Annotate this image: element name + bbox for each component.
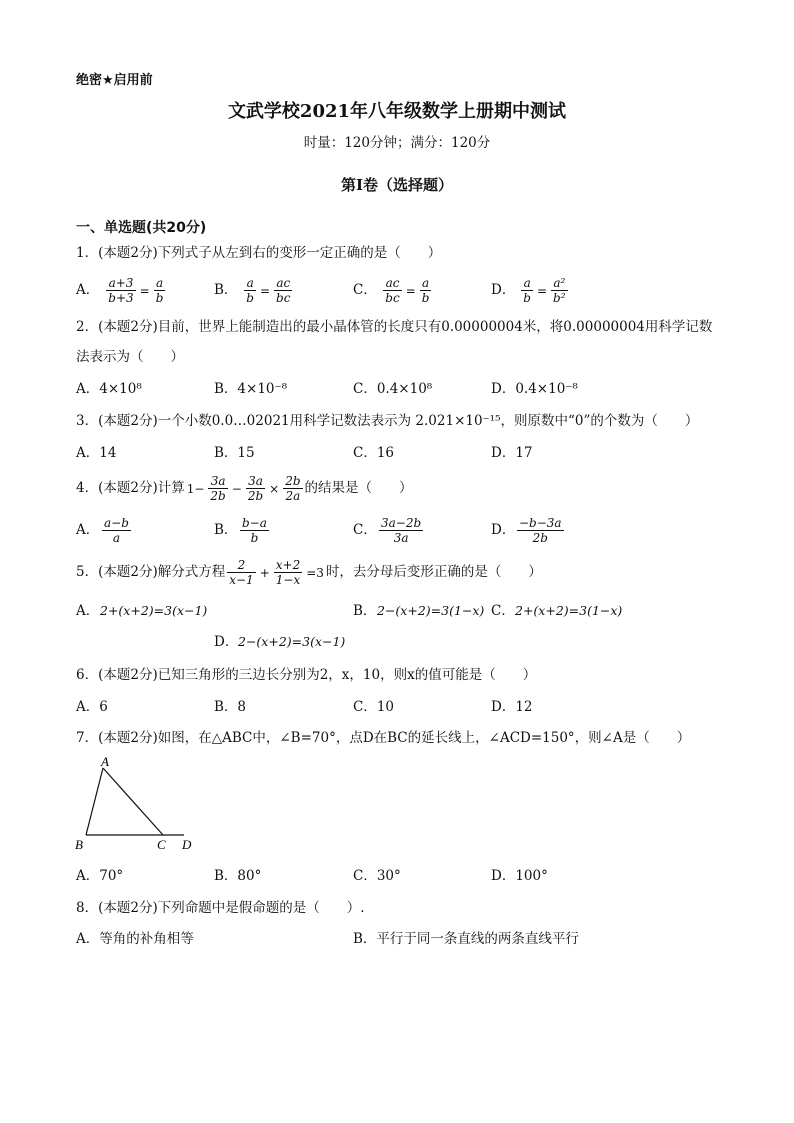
q7-option-d: D．100° xyxy=(491,868,548,884)
option-label: B． xyxy=(353,603,377,619)
q2-option-a: A．4×10⁸ xyxy=(76,381,142,397)
question-6-stem: 6．(本题2分)已知三角形的三边长分别为2，x，10，则x的值可能是（ ） xyxy=(76,667,537,683)
option-label: A． xyxy=(76,522,100,538)
q3-option-c: C．16 xyxy=(353,445,395,461)
q8-option-b: B．平行于同一条直线的两条直线平行 xyxy=(353,931,579,947)
q6-option-d: D．12 xyxy=(491,699,533,715)
option-label: C． xyxy=(491,603,515,619)
q4-option-c xyxy=(353,516,425,545)
triangle-figure xyxy=(70,755,210,855)
q8-option-a: A．等角的补角相等 xyxy=(76,931,194,947)
question-1-stem: 1．(本题2分)下列式子从左到右的变形一定正确的是（ ） xyxy=(76,245,442,261)
q4-option-b xyxy=(214,516,271,545)
fraction: $\frac{a+3}{b+3}$ xyxy=(108,276,134,305)
question-2-stem-line1: 2．(本题2分)目前，世界上能制造出的最小晶体管的长度只有0.00000004米，将0.00000004用科学记数 xyxy=(76,319,713,335)
q3-option-d: D．17 xyxy=(491,445,533,461)
fraction: $\frac{3a}{2b}$ xyxy=(247,474,264,503)
fraction: $\frac{2}{x-1}$ xyxy=(229,558,254,587)
q5-option-a: A．2+(x+2)=3(x−1) xyxy=(76,603,208,619)
vertex-label-d: D xyxy=(182,837,192,852)
option-label: D． xyxy=(491,522,516,538)
q1-option-d: D． $\frac{a}{b}$ = $\frac{\text{a²}}{\text{b²}}$ xyxy=(491,276,566,305)
q7-option-c: C．30° xyxy=(353,868,401,884)
side-ac xyxy=(103,768,163,835)
q5-option-c: C．2+(x+2)=3(1−x) xyxy=(491,603,623,619)
q6-option-a: A．6 xyxy=(76,699,108,715)
question-2-stem-line2: 法表示为（ ） xyxy=(76,349,184,365)
fraction: $\frac{3a}{2b}$ xyxy=(210,474,226,503)
q4-option-a xyxy=(76,516,133,545)
option-label: D． xyxy=(214,634,239,650)
q6-option-b: B．8 xyxy=(214,699,247,715)
vertex-label-c: C xyxy=(157,837,166,852)
option-label: C． xyxy=(353,522,377,538)
question-7-stem: 7．(本题2分)如图，在△ABC中，∠B=70°，点D在BC的延长线上，∠ACD=150°，则∠A是（ ） xyxy=(76,730,691,746)
q3-option-b: B．15 xyxy=(214,445,255,461)
fraction: $\frac{ac}{bc}$ xyxy=(385,276,400,305)
option-label: D． xyxy=(491,282,516,298)
q7-option-b: B．80° xyxy=(214,868,262,884)
fraction: $\frac{ac}{bc}$ xyxy=(276,276,291,305)
question-4-stem: 4．(本题2分)计算 1− $\frac{3a}{2b}$ − $\frac{3a}{2b}$ × $\frac{2b}{2a}$ 的结果是（ ） xyxy=(76,474,413,503)
q1-option-b: B． $\frac{a}{b}$ = $\frac{ac}{bc}$ xyxy=(214,276,291,305)
section-heading: 一、单选题(共20分) xyxy=(76,220,207,236)
option-label: C． xyxy=(353,282,377,298)
fraction: $\frac{3a-2b}{3a}$ xyxy=(381,516,422,545)
fraction: $\frac{x+2}{1-x}$ xyxy=(275,558,301,587)
q6-option-c: C．10 xyxy=(353,699,395,715)
option-label: B． xyxy=(214,282,238,298)
fraction: $\frac{\text{a²}}{\text{b²}}$ xyxy=(553,276,566,305)
question-3-stem: 3．(本题2分)一个小数0.0…02021用科学记数法表示为 2.021×10⁻¹⁵，则原数中“0”的个数为（ ） xyxy=(76,413,699,429)
q2-option-d: D．0.4×10⁻⁸ xyxy=(491,381,578,397)
secret-label: 绝密★启用前 xyxy=(76,73,153,88)
fraction: $\frac{a}{b}$ xyxy=(421,276,430,305)
volume-heading: 第I卷（选择题） xyxy=(340,176,454,194)
fraction: $\frac{a-b}{a}$ xyxy=(104,516,129,545)
fraction: $\frac{2b}{2a}$ xyxy=(285,474,301,503)
fraction: $\frac{-b-3a}{2b}$ xyxy=(519,516,562,545)
q1-option-a: A． $\frac{a+3}{b+3}$ = $\frac{a}{b}$ xyxy=(76,276,164,305)
option-label: A． xyxy=(76,603,100,619)
fraction: $\frac{a}{b}$ xyxy=(155,276,164,305)
vertex-label-a: A xyxy=(101,755,109,769)
exam-subtitle: 时量：120分钟；满分：120分 xyxy=(303,135,491,151)
side-ab xyxy=(86,768,103,835)
fraction: $\frac{a}{b}$ xyxy=(523,276,531,305)
q1-option-c: C． $\frac{ac}{bc}$ = $\frac{a}{b}$ xyxy=(353,276,430,305)
q4-option-d xyxy=(491,516,566,545)
vertex-label-b: B xyxy=(75,837,83,852)
q7-option-a: A．70° xyxy=(76,868,124,884)
q3-option-a: A．14 xyxy=(76,445,117,461)
question-5-stem: 5．(本题2分)解分式方程 $\frac{2}{x-1}$ + $\frac{x+2}{1-x}$ =3 时，去分母后变形正确的是（ ） xyxy=(76,558,542,587)
question-8-stem: 8．(本题2分)下列命题中是假命题的是（ ）. xyxy=(76,900,365,916)
q5-option-b: B．2−(x+2)=3(1−x) xyxy=(353,603,485,619)
q5-option-d: D．2−(x+2)=3(x−1) xyxy=(214,634,346,650)
q2-option-b: B．4×10⁻⁸ xyxy=(214,381,288,397)
fraction: $\frac{b-a}{b}$ xyxy=(242,516,267,545)
option-label: A． xyxy=(76,282,100,298)
option-label: B． xyxy=(214,522,238,538)
exam-title: 文武学校2021年八年级数学上册期中测试 xyxy=(227,101,567,122)
fraction: $\frac{a}{b}$ xyxy=(246,276,254,305)
q2-option-c: C．0.4×10⁸ xyxy=(353,381,433,397)
